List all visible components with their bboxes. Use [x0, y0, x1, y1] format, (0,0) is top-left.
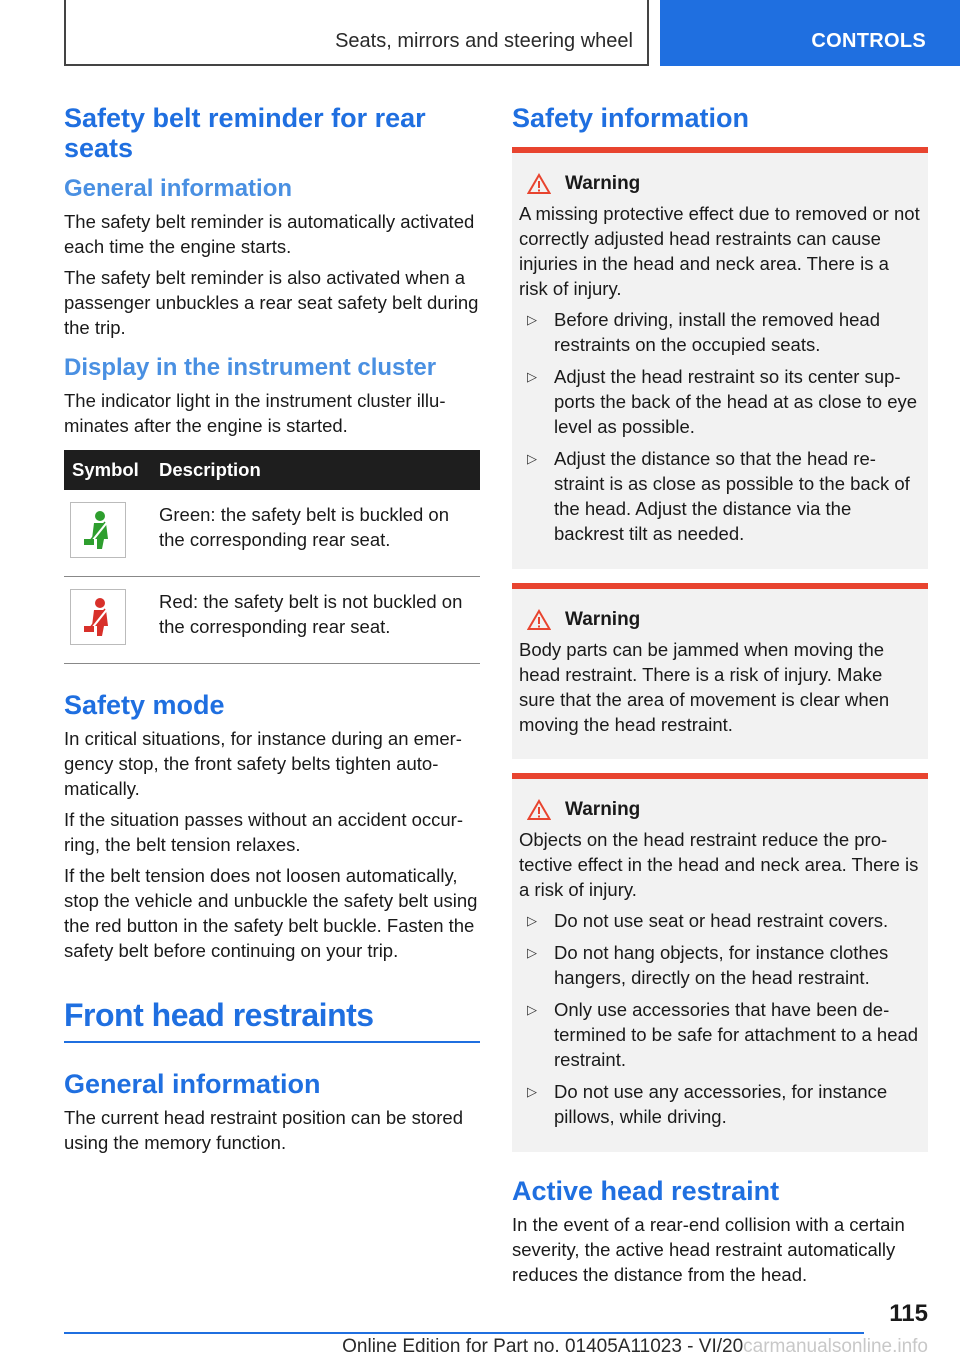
warning-text: Objects on the head restraint reduce the protective effect in the head and neck area. There is a risk of injury. — [519, 829, 919, 900]
bullet-triangle-icon: ▷ — [527, 1084, 537, 1099]
chapter-tab — [660, 0, 960, 66]
heading-active-head-restraint: Active head restraint — [512, 1176, 780, 1206]
warning-title: Warning — [565, 609, 641, 630]
table-header-row — [64, 450, 480, 490]
warning-text: A missing protective effect due to removed or not correctly adjusted head restraints can cause injuries in the head and neck area. There is a risk of injury. — [519, 203, 920, 299]
paragraph: If the situation passes without an accident occurring, the belt tension relaxes. — [64, 809, 464, 855]
row-description: Red: the safety belt is not buckled on the corresponding rear seat. — [151, 577, 480, 664]
bullet-triangle-icon: ▷ — [527, 451, 537, 466]
symbol-table — [64, 450, 480, 664]
footer-rule — [64, 1332, 864, 1334]
warning-box — [512, 773, 928, 1152]
list-item: ▷ Only use accessories that have been determined to be safe for attachment to a head restraint. — [527, 999, 919, 1070]
edition-text: Online Edition for Part no. 01405A11023 - VI/20 — [342, 1336, 744, 1357]
heading-front-head-restraints: Front head restraints — [64, 997, 374, 1033]
row-description: Green: the safety belt is buckled on the corresponding rear seat. — [151, 490, 480, 577]
column-header-symbol: Symbol — [64, 450, 151, 490]
paragraph: In the event of a rear-end collision with a certain severity, the active head restraint automatically reduces the distance from the head. — [512, 1214, 905, 1285]
warning-title: Warning — [565, 799, 641, 820]
warning-triangle-icon — [527, 173, 551, 195]
warning-triangle-icon — [527, 799, 551, 821]
section-title: Seats, mirrors and steering wheel — [335, 30, 633, 52]
paragraph: If the belt tension does not loosen automatically, stop the vehicle and unbuckle the safety belt using the red button in the safety belt buckle. Fasten the safety belt before continuing on your trip. — [64, 865, 478, 961]
warning-text: Body parts can be jammed when moving the head restraint. There is a risk of injury. Make sure that the area of movement is clear when moving the head restraint. — [519, 639, 890, 735]
page-number: 115 — [889, 1300, 928, 1327]
heading-general-information-2: General information — [64, 1069, 321, 1099]
paragraph: The indicator light in the instrument cluster illuminates after the engine is started. — [64, 390, 446, 436]
section-tab — [64, 0, 649, 66]
chapter-title: CONTROLS — [811, 30, 926, 52]
warning-box — [512, 147, 928, 569]
left-column — [64, 100, 480, 1155]
seatbelt-red-icon — [70, 589, 126, 645]
bullet-triangle-icon: ▷ — [527, 945, 537, 960]
warning-triangle-icon — [527, 609, 551, 631]
list-item: ▷ Adjust the distance so that the head restraint is as close as possible to the back of the head. Adjust the distance via the backrest tilt as needed. — [527, 448, 910, 544]
table-row — [64, 577, 480, 664]
paragraph: The safety belt reminder is automatically activated each time the engine starts. — [64, 211, 475, 257]
list-item: ▷ Adjust the head restraint so its center supports the back of the head at as close to eye level as possible. — [527, 366, 918, 437]
heading-safety-mode: Safety mode — [64, 690, 225, 720]
seatbelt-green-icon — [70, 502, 126, 558]
right-column — [512, 100, 928, 1287]
table-row — [64, 490, 480, 577]
heading-display-instrument-cluster: Display in the instrument cluster — [64, 354, 437, 381]
warning-bullets — [519, 307, 920, 546]
watermark: carmanualsonline.info — [743, 1336, 928, 1357]
column-header-description: Description — [151, 450, 480, 490]
heading-safety-information: Safety information — [512, 103, 750, 133]
heading-general-information: General information — [64, 175, 293, 202]
page-header — [0, 0, 960, 66]
paragraph: The safety belt reminder is also activated when a passenger unbuckles a rear seat safety belt during the trip. — [64, 267, 479, 338]
warning-bullets — [519, 908, 920, 1129]
list-item: ▷ Do not use any accessories, for instance pillows, while driving. — [527, 1081, 888, 1127]
bullet-triangle-icon: ▷ — [527, 369, 537, 384]
heading-rule — [64, 1041, 480, 1043]
list-item: ▷ Before driving, install the removed head restraints on the occupied seats. — [527, 309, 880, 355]
bullet-triangle-icon: ▷ — [527, 1002, 537, 1017]
list-item: ▷ Do not hang objects, for instance clothes hangers, directly on the head restraint. — [527, 942, 889, 988]
warning-box — [512, 583, 928, 759]
list-item: ▷ Do not use seat or head restraint covers. — [527, 910, 889, 931]
bullet-triangle-icon: ▷ — [527, 913, 537, 928]
paragraph: In critical situations, for instance during an emergency stop, the front safety belts tighten automatically. — [64, 728, 462, 799]
bullet-triangle-icon: ▷ — [527, 312, 537, 327]
heading-safety-belt-reminder: Safety belt reminder for rear seats — [64, 103, 426, 163]
paragraph: The current head restraint position can be stored using the memory function. — [64, 1107, 464, 1153]
warning-title: Warning — [565, 173, 641, 194]
